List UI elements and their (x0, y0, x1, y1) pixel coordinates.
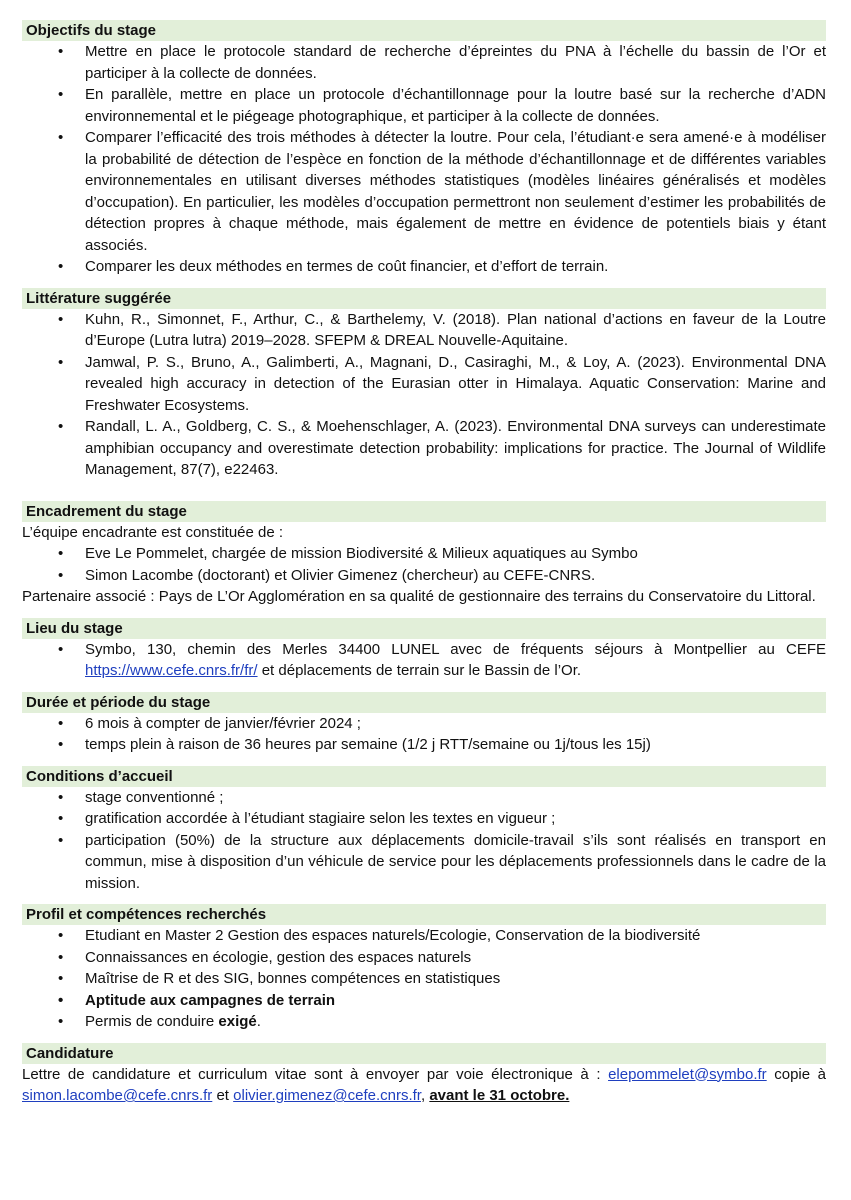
profil-list (22, 925, 826, 1033)
list-item: • Etudiant en Master 2 Gestion des espaces naturels/Ecologie, Conservation de la biodiversité (22, 925, 826, 947)
cefe-link[interactable]: https://www.cefe.cnrs.fr/fr/ (85, 662, 258, 679)
list-item: • Simon Lacombe (doctorant) et Olivier Gimenez (chercheur) au CEFE-CNRS. (22, 565, 826, 587)
reference-item: • Kuhn, R., Simonnet, F., Arthur, C., & Barthelemy, V. (2018). Plan national d’actions en faveur de la Loutre d’Europe (Lutra lutra) 2019–2028. SFEPM & DREAL Nouvelle-Aquitaine. (22, 309, 826, 352)
section-objectifs (22, 20, 826, 278)
document-page (22, 20, 826, 1117)
section-duree (22, 692, 826, 756)
section-litterature (22, 288, 826, 481)
section-heading: Lieu du stage (22, 618, 826, 639)
section-profil (22, 904, 826, 1033)
list-item: • participation (50%) de la structure aux déplacements domicile-travail s’ils sont réalisés en transport en commun, mise à disposition d’un véhicule de service pour les déplacements professionnels dans le cadre de la mission. (22, 830, 826, 895)
list-item: • Eve Le Pommelet, chargée de mission Biodiversité & Milieux aquatiques au Symbo (22, 543, 826, 565)
deadline-text: avant le 31 octobre. (429, 1087, 570, 1104)
candidature-text-3: et (212, 1087, 234, 1104)
section-heading: Candidature (22, 1043, 826, 1064)
litterature-list (22, 309, 826, 481)
candidature-text-2: copie à (766, 1065, 826, 1083)
section-conditions (22, 766, 826, 895)
encadrement-intro: L’équipe encadrante est constituée de : (22, 523, 284, 541)
duree-list (22, 713, 826, 756)
section-heading: Objectifs du stage (22, 20, 826, 41)
permis-text: Permis de conduire (85, 1013, 219, 1030)
section-candidature (22, 1043, 826, 1107)
email-link-lacombe[interactable]: simon.lacombe@cefe.cnrs.fr (22, 1087, 213, 1104)
partner-text: Partenaire associé : Pays de L’Or Agglomération en sa qualité de gestionnaire des terrains du Conservatoire du Littoral. (22, 588, 816, 605)
lieu-text-end: et déplacements de terrain sur le Bassin de l’Or. (257, 662, 582, 679)
candidature-text-4: , (420, 1087, 430, 1104)
section-lieu (22, 618, 826, 682)
lieu-list (22, 639, 826, 682)
section-heading: Littérature suggérée (22, 288, 826, 309)
list-item: • temps plein à raison de 36 heures par semaine (1/2 j RTT/semaine ou 1j/tous les 15j) (22, 734, 826, 756)
list-item: • Comparer l’efficacité des trois méthodes à détecter la loutre. Pour cela, l’étudiant·e sera amené·e à modéliser la probabilité de détection de l’espèce en fonction de la méthode d’échantillonnage et de différentes variables environnementales en utilisant diverses méthodes statistiques (modèles linéaires généralisés et modèles d’occupation). En particulier, les modèles d’occupation permettront non seulement d’estimer les probabilités de détection propres à chaque méthode, mais également de mettre en évidence de potentiels biais y étant associés. (22, 127, 826, 256)
section-heading: Encadrement du stage (22, 501, 826, 522)
permis-emphasis: exigé (218, 1013, 257, 1030)
list-item: • Comparer les deux méthodes en termes de coût financier, et d’effort de terrain. (22, 256, 826, 278)
list-item: • stage conventionné ; (22, 787, 826, 809)
encadrement-list (22, 543, 826, 586)
conditions-list (22, 787, 826, 895)
list-item (22, 1011, 826, 1033)
permis-end: . (256, 1013, 261, 1030)
candidature-text (22, 1064, 826, 1107)
list-item: • Maîtrise de R et des SIG, bonnes compétences en statistiques (22, 968, 826, 990)
reference-item: • Jamwal, P. S., Bruno, A., Galimberti, A., Magnani, D., Casiraghi, M., & Loy, A. (2023). Environmental DNA revealed high accuracy in detection of the Eurasian otter in Himalaya. Aquatic Conservation: Marine and Freshwater Ecosystems. (22, 352, 826, 417)
list-item: • 6 mois à compter de janvier/février 2024 ; (22, 713, 826, 735)
list-item: • En parallèle, mettre en place un protocole d’échantillonnage pour la loutre basé sur la recherche d’ADN environnemental et le piégeage photographique, et participer à la collecte de données. (22, 84, 826, 127)
objectifs-list (22, 41, 826, 278)
reference-item: • Randall, L. A., Goldberg, C. S., & Moehenschlager, A. (2023). Environmental DNA surveys can underestimate amphibian occupancy and overestimate detection probability: implications for practice. The Journal of Wildlife Management, 87(7), e22463. (22, 416, 826, 481)
list-item: • gratification accordée à l’étudiant stagiaire selon les textes en vigueur ; (22, 808, 826, 830)
section-heading: Conditions d’accueil (22, 766, 826, 787)
list-item: • Mettre en place le protocole standard de recherche d’épreintes du PNA à l’échelle du bassin de l’Or et participer à la collecte de données. (22, 41, 826, 84)
email-link-elepommelet[interactable]: elepommelet@symbo.fr (608, 1065, 767, 1083)
section-heading: Durée et période du stage (22, 692, 826, 713)
list-item: • Connaissances en écologie, gestion des espaces naturels (22, 947, 826, 969)
section-encadrement (22, 501, 826, 608)
candidature-text-1: Lettre de candidature et curriculum vitae sont à envoyer par voie électronique à : (22, 1065, 609, 1083)
list-item (22, 639, 826, 682)
lieu-text: Symbo, 130, chemin des Merles 34400 LUNEL avec de fréquents séjours à Montpellier au CEFE (85, 640, 826, 658)
list-item: • Aptitude aux campagnes de terrain (22, 990, 826, 1012)
section-heading: Profil et compétences recherchés (22, 904, 826, 925)
email-link-gimenez[interactable]: olivier.gimenez@cefe.cnrs.fr (233, 1087, 421, 1104)
